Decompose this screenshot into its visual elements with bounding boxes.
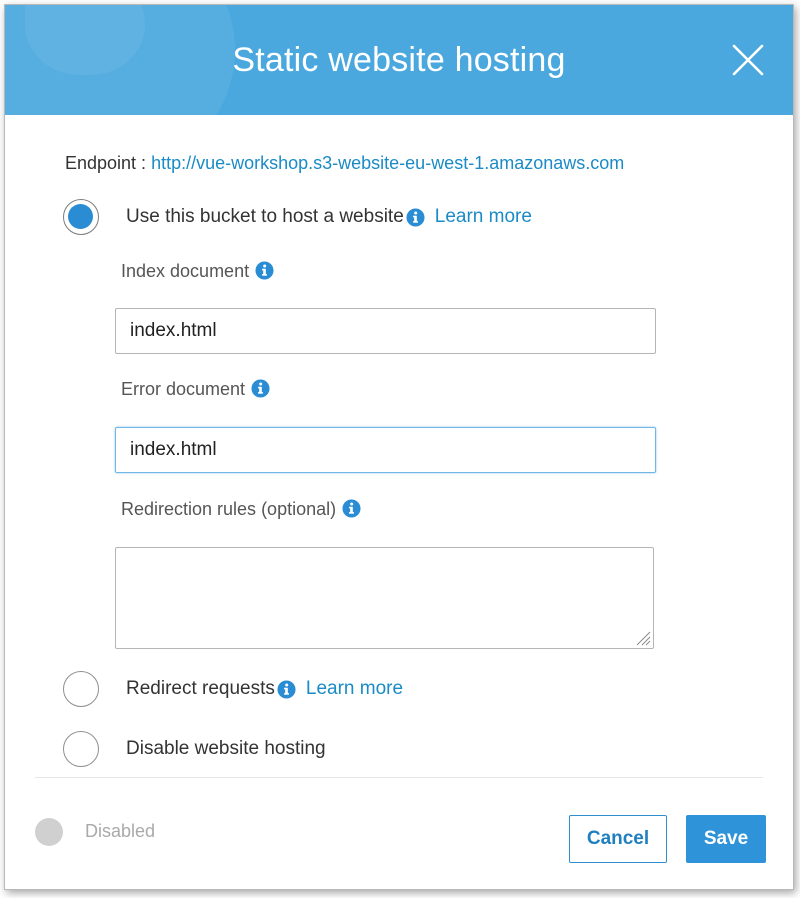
redirect-requests-radio[interactable] xyxy=(63,671,99,707)
error-document-input[interactable] xyxy=(115,427,656,473)
disable-website-hosting-radio[interactable] xyxy=(63,731,99,767)
info-icon[interactable] xyxy=(255,261,274,280)
footer-divider xyxy=(35,777,763,778)
option-disable-website-hosting xyxy=(63,731,326,767)
redirect-requests-label: Redirect requests xyxy=(126,678,275,699)
info-icon[interactable] xyxy=(342,499,361,518)
close-icon xyxy=(731,43,765,77)
close-button[interactable] xyxy=(731,43,765,77)
endpoint-row xyxy=(65,153,624,174)
cancel-button[interactable]: Cancel xyxy=(569,815,667,863)
dialog-header xyxy=(5,5,793,115)
redirection-rules-label-row xyxy=(121,499,361,520)
host-website-learn-more-link[interactable]: Learn more xyxy=(434,206,532,227)
static-website-hosting-dialog xyxy=(4,4,794,890)
status-toggle[interactable] xyxy=(35,818,63,846)
host-website-radio[interactable] xyxy=(63,199,99,235)
index-document-label-row xyxy=(121,261,274,282)
host-website-label: Use this bucket to host a website xyxy=(126,206,404,227)
status-label: Disabled xyxy=(85,821,156,841)
dialog-title: Static website hosting xyxy=(232,41,566,79)
endpoint-label: Endpoint : xyxy=(65,153,152,173)
resize-grip-icon[interactable] xyxy=(634,629,651,646)
endpoint-url-link[interactable]: http://vue-workshop.s3-website-eu-west-1.amazonaws.com xyxy=(151,153,625,173)
option-host-website xyxy=(63,199,532,235)
index-document-input[interactable] xyxy=(115,308,656,354)
redirection-rules-label: Redirection rules (optional) xyxy=(121,499,337,519)
index-document-label: Index document xyxy=(121,261,250,281)
disable-website-hosting-label: Disable website hosting xyxy=(126,738,326,759)
redirection-rules-textarea[interactable] xyxy=(115,547,654,649)
save-button[interactable]: Save xyxy=(686,815,766,863)
info-icon[interactable] xyxy=(406,208,425,227)
redirect-requests-learn-more-link[interactable]: Learn more xyxy=(305,678,404,699)
error-document-label-row xyxy=(121,379,270,400)
option-redirect-requests xyxy=(63,671,403,707)
info-icon[interactable] xyxy=(277,680,296,699)
error-document-label: Error document xyxy=(121,379,246,399)
info-icon[interactable] xyxy=(251,379,270,398)
